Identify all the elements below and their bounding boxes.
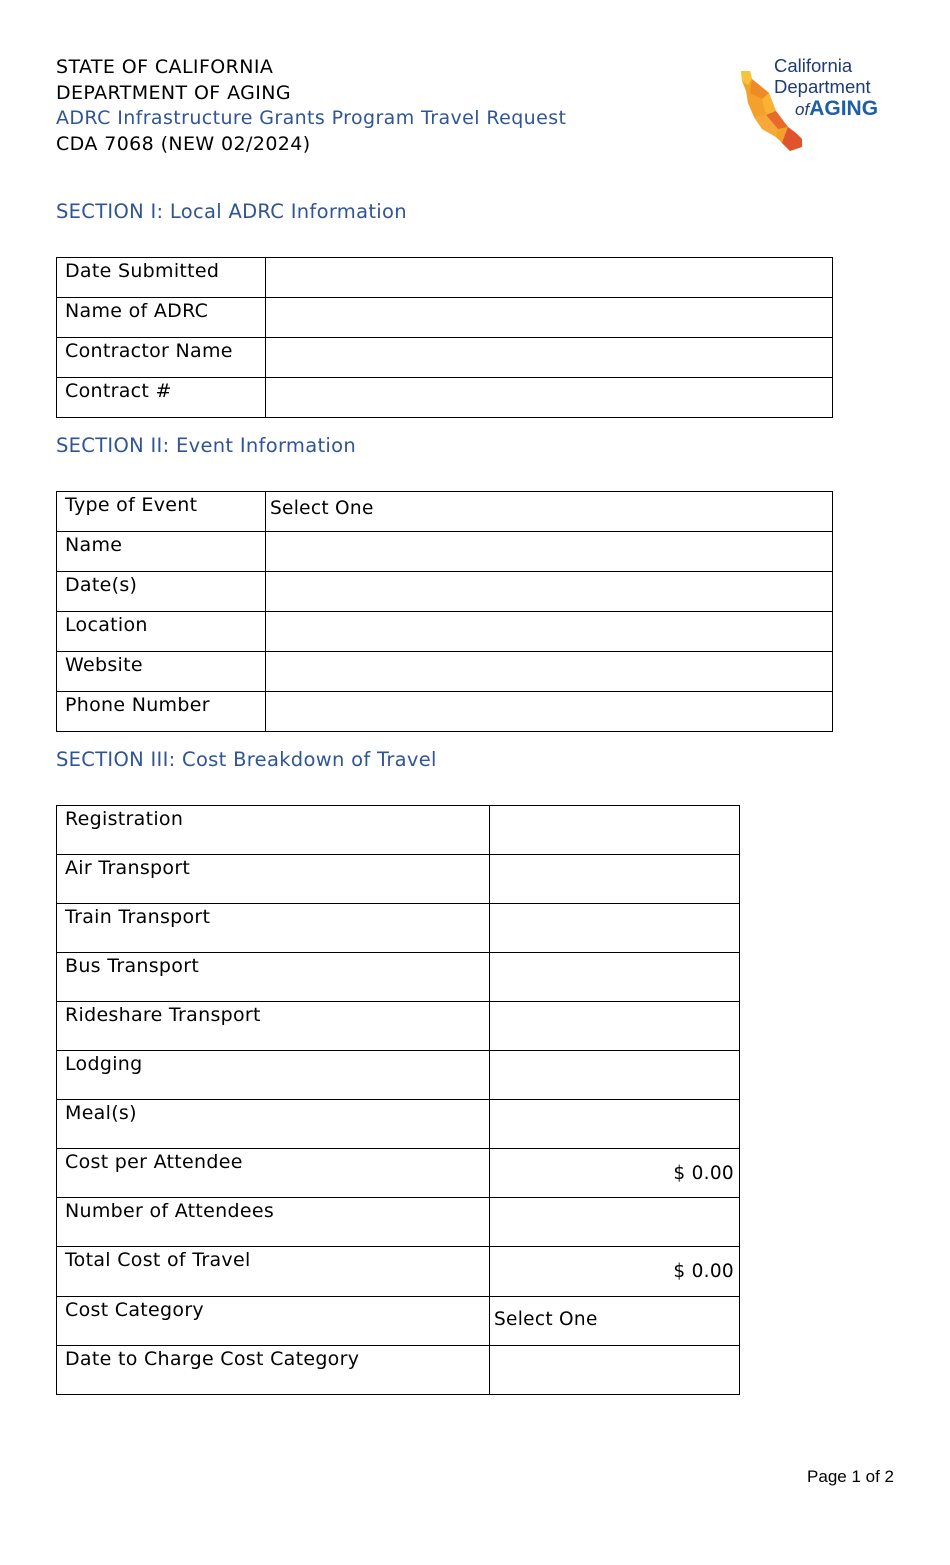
table-row	[57, 953, 740, 1002]
logo-california: California	[774, 55, 853, 76]
field-label: Contractor Name	[57, 338, 266, 378]
section-1-title: SECTION I: Local ADRC Information	[56, 200, 407, 223]
logo-of: of	[795, 100, 810, 119]
table-row	[57, 855, 740, 904]
cost-per-attendee-field[interactable]	[490, 1149, 740, 1198]
table-row	[57, 298, 833, 338]
logo-aging: AGING	[809, 97, 879, 120]
header-state: STATE OF CALIFORNIA	[56, 56, 274, 78]
event-phone-input[interactable]	[266, 692, 833, 732]
event-type-select[interactable]	[266, 492, 833, 532]
event-location-input[interactable]	[266, 612, 833, 652]
table-row	[57, 1100, 740, 1149]
field-label: Type of Event	[57, 492, 266, 532]
field-label: Bus Transport	[57, 953, 490, 1002]
date-submitted-input[interactable]	[266, 258, 833, 298]
field-label: Location	[57, 612, 266, 652]
field-label: Name of ADRC	[57, 298, 266, 338]
select-value: Select One	[270, 498, 374, 519]
document-header	[56, 55, 566, 157]
table-row	[57, 532, 833, 572]
field-label: Cost per Attendee	[57, 1149, 490, 1198]
section-1-table	[56, 257, 833, 418]
table-row	[57, 1002, 740, 1051]
section-2-table	[56, 491, 833, 732]
date-to-charge-input[interactable]	[490, 1346, 740, 1395]
field-label: Lodging	[57, 1051, 490, 1100]
table-row	[57, 1149, 740, 1198]
train-transport-cost-input[interactable]	[490, 904, 740, 953]
select-value: Select One	[494, 1309, 598, 1330]
table-row	[57, 652, 833, 692]
field-label: Registration	[57, 806, 490, 855]
table-row	[57, 806, 740, 855]
number-of-attendees-input[interactable]	[490, 1198, 740, 1247]
form-title: ADRC Infrastructure Grants Program Travel Request	[56, 107, 567, 129]
bus-transport-cost-input[interactable]	[490, 953, 740, 1002]
logo-department: Department	[774, 76, 871, 97]
field-label: Name	[57, 532, 266, 572]
event-name-input[interactable]	[266, 532, 833, 572]
section-2-title: SECTION II: Event Information	[56, 434, 357, 457]
adrc-name-input[interactable]	[266, 298, 833, 338]
table-row	[57, 492, 833, 532]
table-row	[57, 258, 833, 298]
contract-number-input[interactable]	[266, 378, 833, 418]
field-label: Meal(s)	[57, 1100, 490, 1149]
field-label: Website	[57, 652, 266, 692]
event-website-input[interactable]	[266, 652, 833, 692]
table-row	[57, 378, 833, 418]
table-row	[57, 612, 833, 652]
meals-cost-input[interactable]	[490, 1100, 740, 1149]
table-row	[57, 1247, 740, 1297]
field-label: Cost Category	[57, 1297, 490, 1346]
field-label: Air Transport	[57, 855, 490, 904]
field-label: Phone Number	[57, 692, 266, 732]
cost-category-select[interactable]	[490, 1297, 740, 1346]
field-label: Total Cost of Travel	[57, 1247, 490, 1297]
field-label: Date Submitted	[57, 258, 266, 298]
field-value: $ 0.00	[673, 1163, 734, 1184]
section-3-table	[56, 805, 740, 1395]
field-label: Contract #	[57, 378, 266, 418]
table-row	[57, 1051, 740, 1100]
total-cost-field[interactable]	[490, 1247, 740, 1297]
air-transport-cost-input[interactable]	[490, 855, 740, 904]
table-row	[57, 1198, 740, 1247]
event-dates-input[interactable]	[266, 572, 833, 612]
field-label: Date(s)	[57, 572, 266, 612]
rideshare-transport-cost-input[interactable]	[490, 1002, 740, 1051]
field-label: Rideshare Transport	[57, 1002, 490, 1051]
logo-of-aging	[795, 97, 878, 122]
table-row	[57, 1346, 740, 1395]
table-row	[57, 1297, 740, 1346]
cda-logo	[738, 55, 898, 155]
registration-cost-input[interactable]	[490, 806, 740, 855]
table-row	[57, 572, 833, 612]
table-row	[57, 904, 740, 953]
table-row	[57, 338, 833, 378]
field-value: $ 0.00	[673, 1261, 734, 1282]
contractor-name-input[interactable]	[266, 338, 833, 378]
field-label: Number of Attendees	[57, 1198, 490, 1247]
lodging-cost-input[interactable]	[490, 1051, 740, 1100]
table-row	[57, 692, 833, 732]
form-number: CDA 7068 (NEW 02/2024)	[56, 132, 311, 155]
page-number: Page 1 of 2	[807, 1467, 894, 1486]
field-label: Train Transport	[57, 904, 490, 953]
section-3-title: SECTION III: Cost Breakdown of Travel	[56, 748, 437, 771]
field-label: Date to Charge Cost Category	[57, 1346, 490, 1395]
header-department: DEPARTMENT OF AGING	[56, 81, 292, 104]
